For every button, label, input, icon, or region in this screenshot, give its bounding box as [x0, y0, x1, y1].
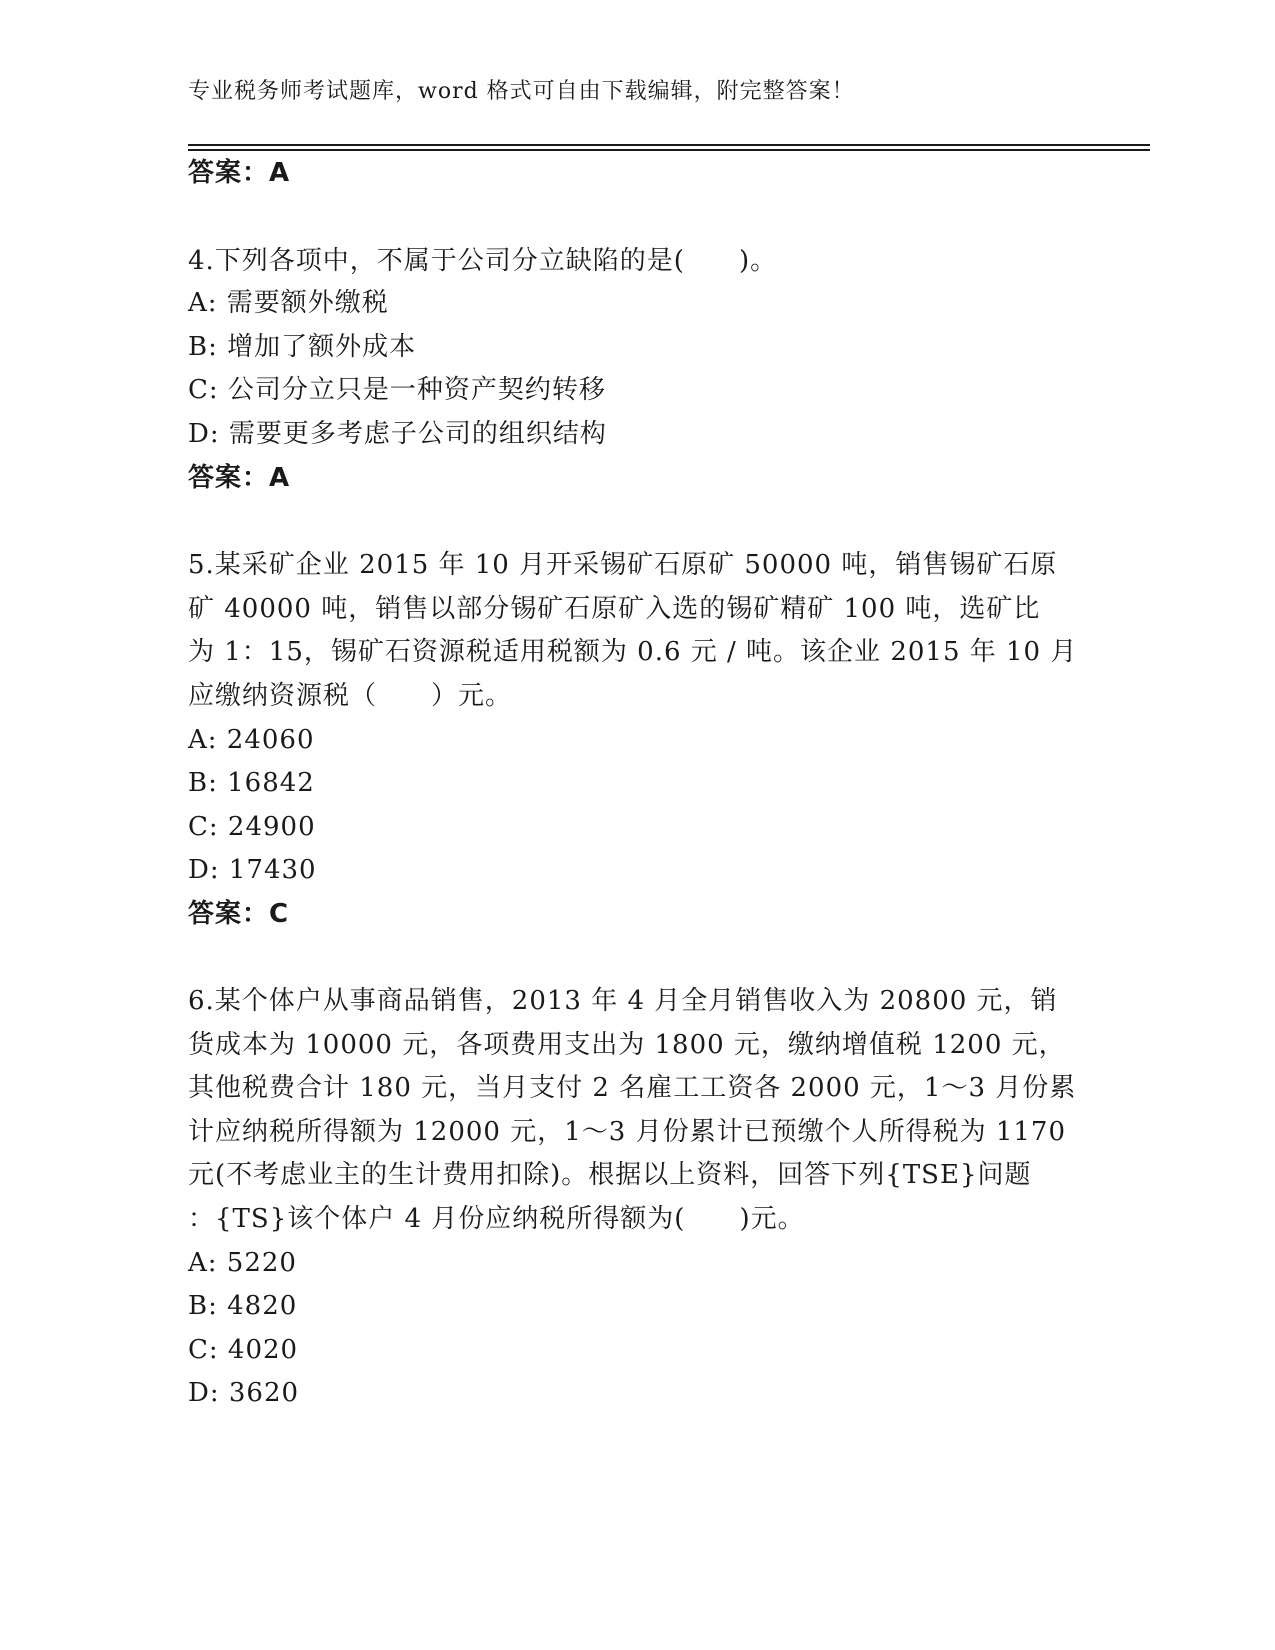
header-rule-bottom — [188, 149, 1150, 151]
question-4-stem: 4.下列各项中，不属于公司分立缺陷的是( )。 — [188, 246, 778, 276]
page-header: 专业税务师考试题库，word 格式可自由下载编辑，附完整答案！ — [188, 79, 855, 104]
question-6-option-c: C: 4020 — [188, 1335, 299, 1365]
question-6-stem-line: 元(不考虑业主的生计费用扣除)。根据以上资料，回答下列{TSE}问题 — [188, 1160, 1032, 1190]
question-4-option-b: B: 增加了额外成本 — [188, 332, 417, 362]
question-6-stem-line: 货成本为 10000 元，各项费用支出为 1800 元，缴纳增值税 1200 元， — [188, 1030, 1066, 1060]
question-6-stem-line: 其他税费合计 180 元，当月支付 2 名雇工工资各 2000 元，1～3 月份累 — [188, 1073, 1077, 1103]
question-4-option-a: A: 需要额外缴税 — [188, 288, 389, 318]
question-6-stem-line: 6.某个体户从事商品销售，2013 年 4 月全月销售收入为 20800 元，销 — [188, 986, 1058, 1016]
question-5-stem-line: 5.某采矿企业 2015 年 10 月开采锡矿石原矿 50000 吨，销售锡矿石原 — [188, 550, 1058, 580]
question-5-option-a: A: 24060 — [188, 725, 315, 755]
question-5-option-b: B: 16842 — [188, 768, 315, 798]
question-5-stem-line: 应缴纳资源税（ ）元。 — [188, 681, 513, 711]
question-6-option-a: A: 5220 — [188, 1248, 297, 1278]
question-5-stem-line: 为 1：15，锡矿石资源税适用税额为 0.6 元 / 吨。该企业 2015 年 10 月 — [188, 637, 1078, 667]
question-6-option-b: B: 4820 — [188, 1291, 298, 1321]
question-4-option-c: C: 公司分立只是一种资产契约转移 — [188, 375, 606, 405]
question-4-answer: 答案：A — [188, 463, 291, 493]
header-rule-top — [188, 144, 1150, 146]
question-5-stem-line: 矿 40000 吨，销售以部分锡矿石原矿入选的锡矿精矿 100 吨，选矿比 — [188, 594, 1041, 624]
question-4-option-d: D: 需要更多考虑子公司的组织结构 — [188, 419, 607, 449]
question-6-stem-line: ：{TS}该个体户 4 月份应纳税所得额为( )元。 — [188, 1204, 805, 1234]
question-5-option-c: C: 24900 — [188, 812, 316, 842]
question-6-stem-line: 计应纳税所得额为 12000 元，1～3 月份累计已预缴个人所得税为 1170 — [188, 1117, 1067, 1147]
question-6-option-d: D: 3620 — [188, 1378, 300, 1408]
question-5-answer: 答案：C — [188, 899, 290, 929]
prev-question-answer: 答案：A — [188, 158, 291, 188]
question-5-option-d: D: 17430 — [188, 855, 317, 885]
